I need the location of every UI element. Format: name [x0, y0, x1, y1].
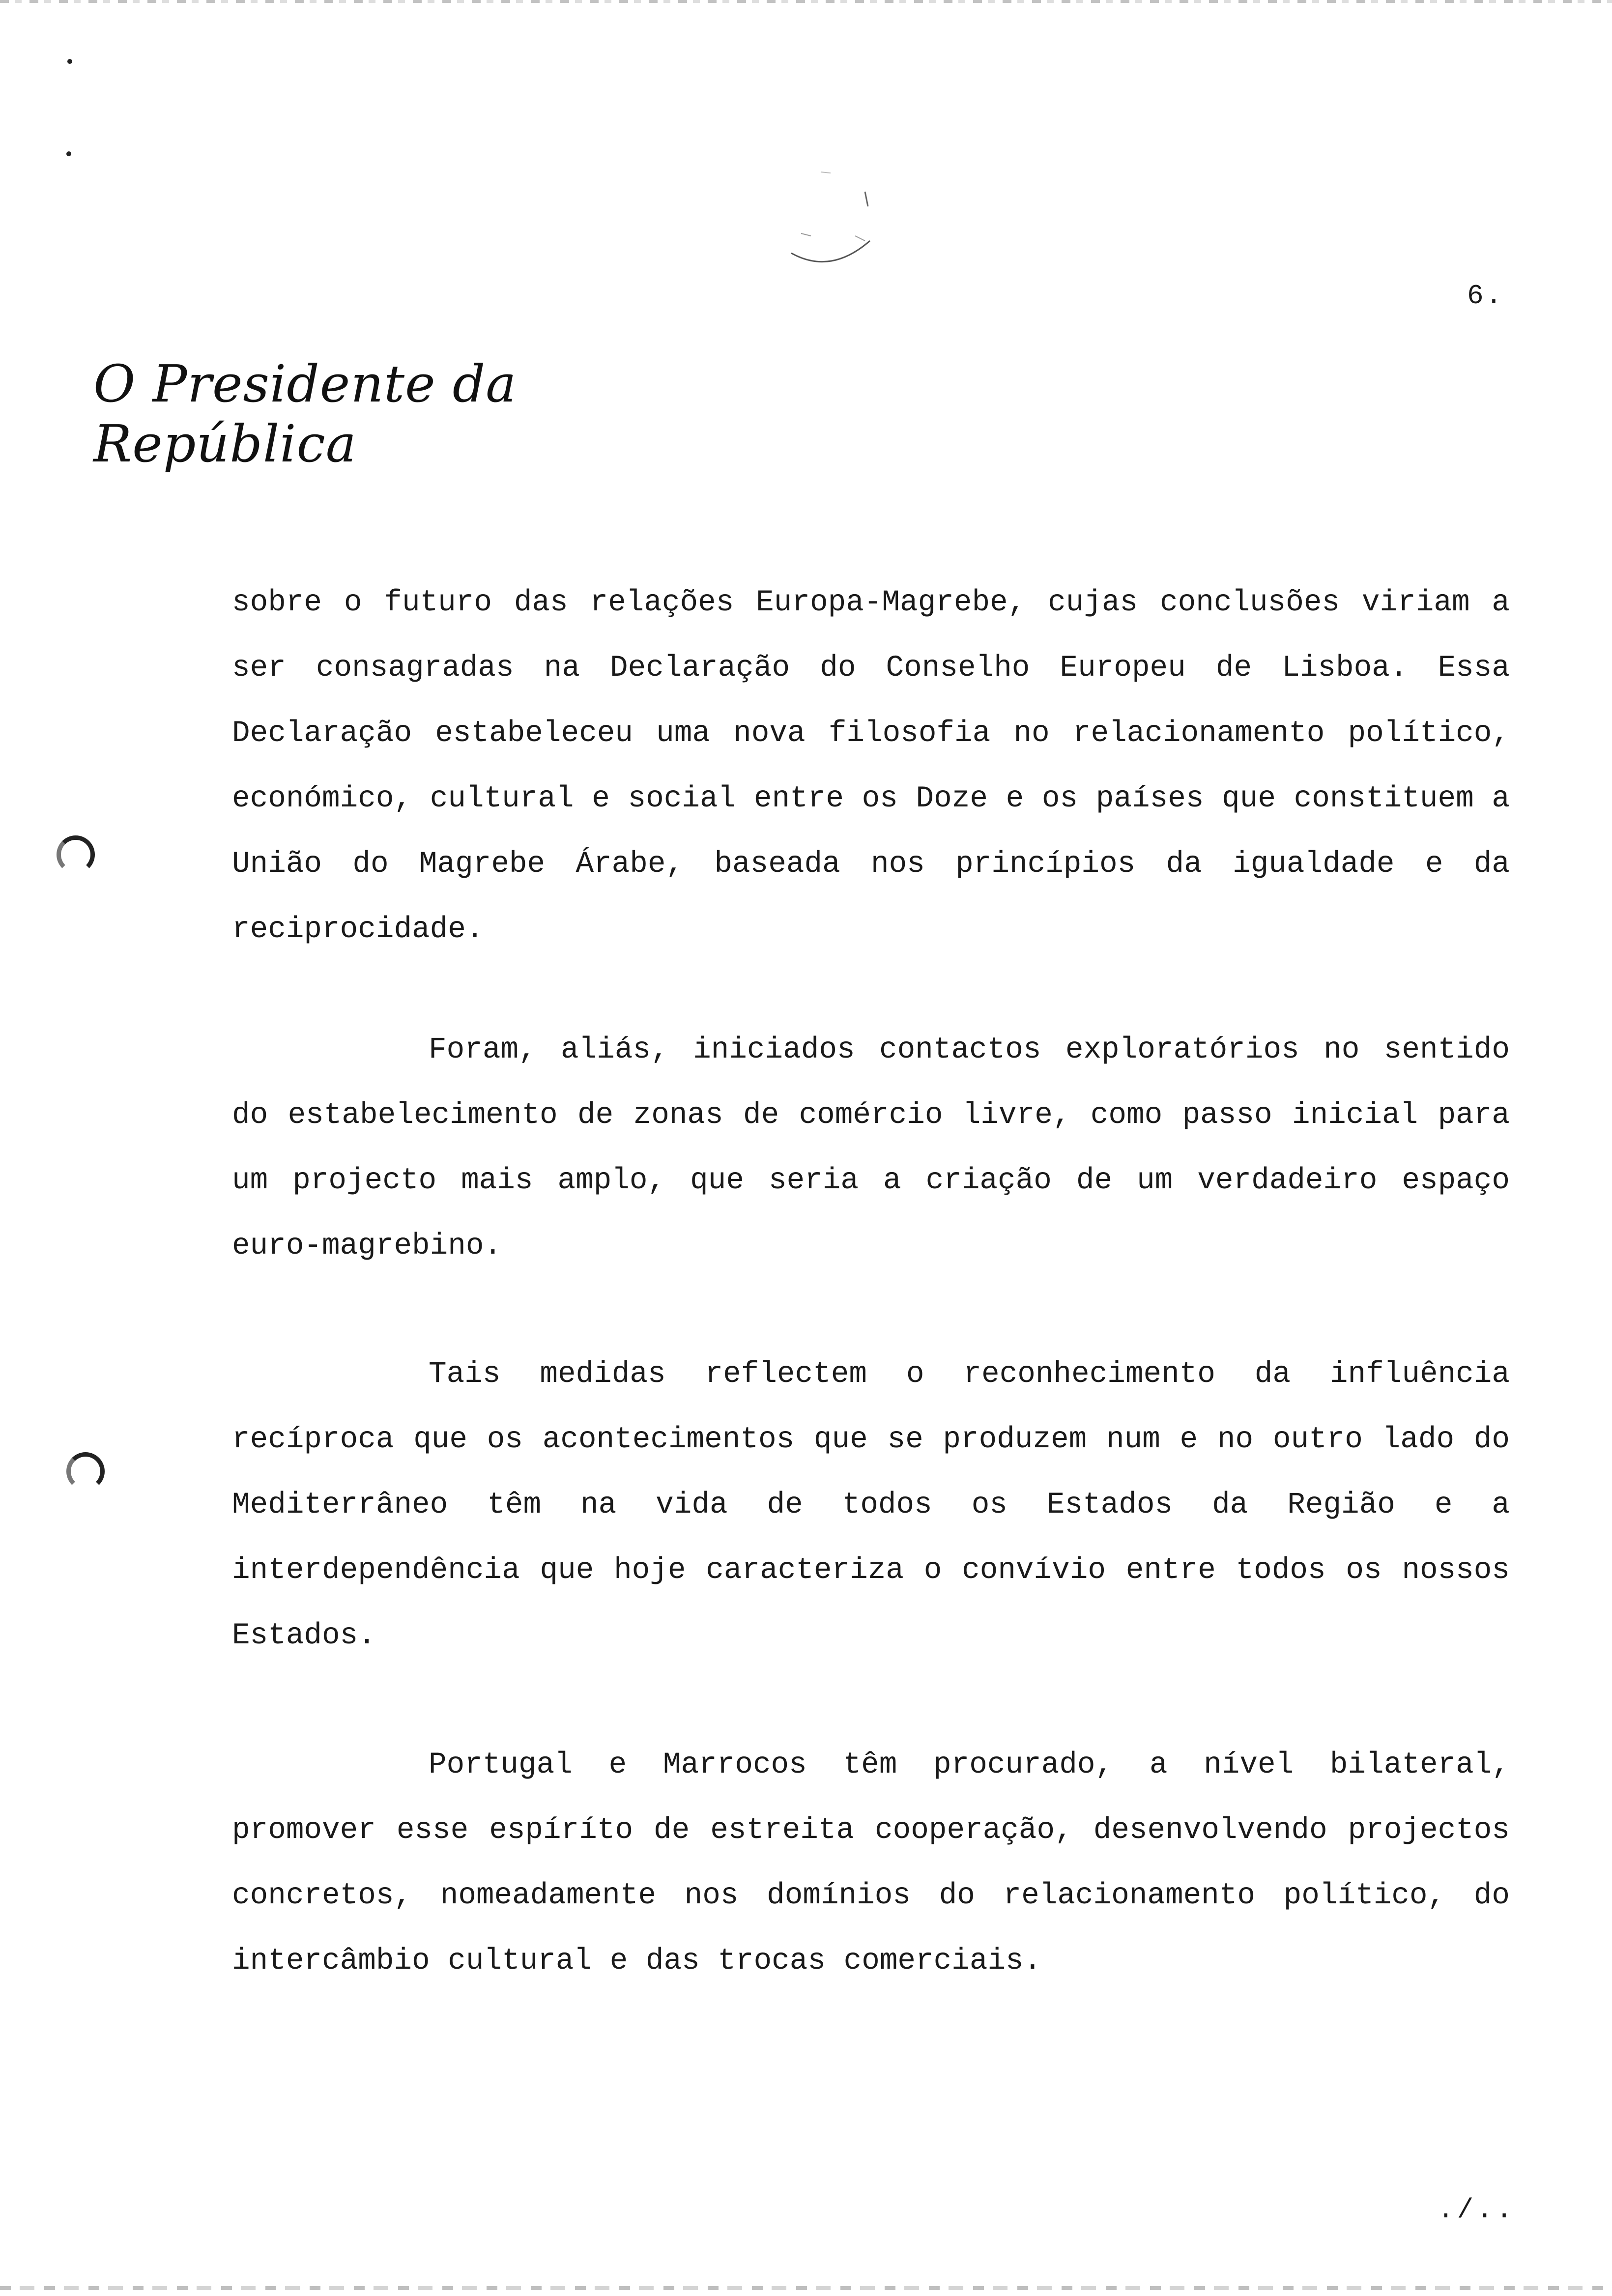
punch-dot-second [66, 151, 71, 156]
binder-hole-lower [66, 1452, 105, 1491]
paragraph-1: sobre o futuro das relações Europa-Magrebe, cujas conclusões viriam a ser consagradas na Declaração do Conselho Europeu de Lisboa. Essa Declaração estabeleceu uma nova filosofia no relacionamento político, económico, cultural e social entre os Doze e os países que constituem a União do Magrebe Árabe, baseada nos princípios da igualdade e da reciprocidade. [232, 586, 1510, 947]
paragraph-block-1 [232, 570, 1510, 962]
page-number: 6. [1467, 280, 1504, 312]
letterhead-logo [93, 354, 673, 474]
letterhead-text: O Presidente da República [93, 354, 517, 474]
paragraph-block-2 [232, 1017, 1510, 1279]
paragraph-3: Tais medidas reflectem o reconhecimento da influência recíproca que os acontecimentos que se produzem num e no outro lado do Mediterrâneo têm na vida de todos os Estados da Região e a interdependência que hoje caracteriza o convívio entre todos os nossos Estados. [232, 1357, 1510, 1653]
punch-dot-top [67, 59, 72, 64]
paragraph-block-3 [232, 1342, 1510, 1668]
binder-hole-upper [57, 835, 95, 874]
scan-edge-bottom [0, 2286, 1612, 2290]
continuation-mark: ./.. [1438, 2194, 1516, 2226]
scan-edge-top [0, 0, 1612, 3]
faint-seal-mark [772, 162, 899, 310]
paragraph-block-4 [232, 1732, 1510, 1994]
paragraph-2: Foram, aliás, iniciados contactos exploratórios no sentido do estabelecimento de zonas de comércio livre, como passo inicial para um projecto mais amplo, que seria a criação de um verdadeiro espaço euro-magrebino. [232, 1033, 1510, 1263]
paragraph-4: Portugal e Marrocos têm procurado, a nível bilateral, promover esse espíríto de estreita cooperação, desenvolvendo projectos concretos, nomeadamente nos domínios do relacionamento político, do intercâmbio cultural e das trocas comerciais. [232, 1748, 1510, 1978]
